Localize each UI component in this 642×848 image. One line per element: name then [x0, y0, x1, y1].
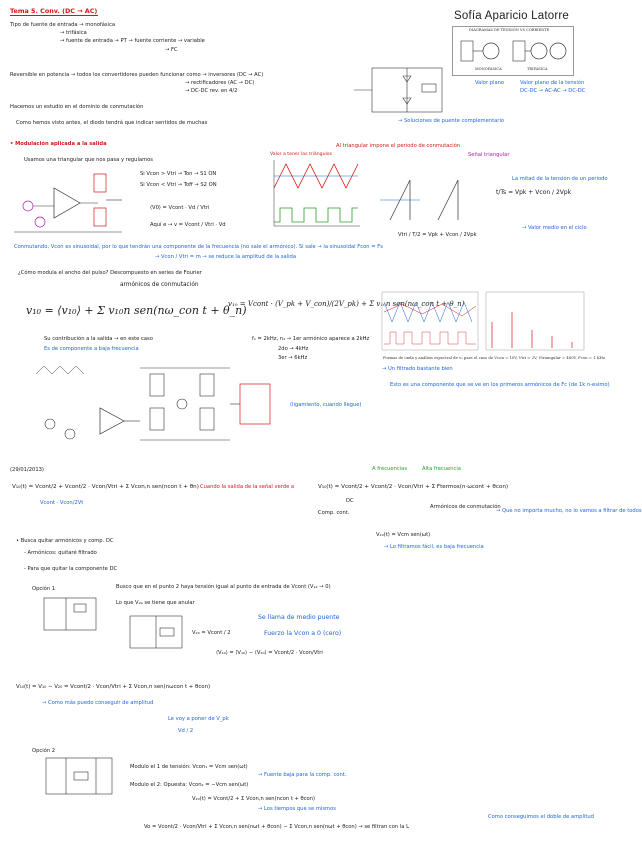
- fourier-formula-right: v₁₀ = Vcont · (V_pk + V_con)/(2V_pk) + Σ v₁₀n sen(nω_con t + θ_n): [228, 300, 465, 308]
- half-bridge-circuit-2: [120, 612, 190, 654]
- triangle-eq: Vtri / T/2 = Vpk + Vcon / 2Vpk: [398, 232, 477, 238]
- fourier-note-right-1: f₁ = 2kHz, n₁ → 1er armónico aparece a 2kHz: [252, 336, 370, 342]
- pwm-waveform: [270, 160, 362, 232]
- opcion-2-line-2: Modulo el 2: Opuesta: Vcon₂ = −Vcm sen(ωt): [130, 782, 249, 788]
- busco-line-3: - Para que quitar la componente DC: [24, 566, 118, 572]
- bipolar-vrms: V₁₀(t) = Vcm sen(ωt): [376, 532, 431, 538]
- intro-line-2: Reversible en potencia → todos los convertidores pueden funcionar como → inversores (DC → AC): [10, 72, 264, 78]
- bipolar-formula-2: V₁₀(t) = Vcont/2 + Vcont/2 · Vcon/Vtri + Σ Ftermos(n·ωcont + θcon): [318, 484, 509, 490]
- fourier-note-right-2: 2do → 4kHz: [278, 346, 309, 352]
- pwm-red-note-1: Al triangular impone el periodo de conmutación: [336, 143, 461, 149]
- opcion-2-small-blue: → Fuente baja para la comp. cont.: [258, 772, 347, 778]
- pwm-purple-note: Señal triangular: [468, 152, 510, 158]
- opcion-1-title: Opción 1: [32, 586, 56, 592]
- busco-line-2: - Armónicos: quitaré filtrado: [24, 550, 97, 556]
- pwm-line-blue: Conmutando, Vcon es sinusoidal, por lo que tendrán una componente de la frecuencia (no sale el armónico). Si sale → la sinusoidal Fcon = Fs: [14, 244, 383, 250]
- fourier-note-left-2: Es de componente a baja frecuencia: [44, 346, 139, 352]
- bipolar-green-1: A frecuencias: [372, 466, 408, 472]
- topic-title: Tema 5. Conv. (DC → AC): [10, 7, 98, 15]
- vi-diagram-symbols: [453, 27, 573, 75]
- half-bridge-circuit: [36, 594, 106, 634]
- pwm-question: ¿Cómo modula el ancho del pulso? Descompuesto en series de Fourier: [18, 270, 202, 276]
- topic-title-underline: [10, 15, 98, 16]
- spectrum-blue-note: → Un filtrado bastante bien: [382, 366, 453, 372]
- bipolar-arm-note: → Que no importa mucho, no lo vamos a filtrar de todos: [496, 508, 642, 514]
- intro-line-1: Tipo de fuente de entrada → monofásica: [10, 22, 116, 28]
- opcion-2-small-blue-2: → Los tiempos que se mismos: [258, 806, 336, 812]
- busco-blue-1: Se llama de medio puente: [258, 614, 340, 621]
- bipolar-date: (29/01/2013): [10, 467, 44, 473]
- mono-note: Valor plano: [475, 80, 505, 86]
- spectrum-plot: [382, 292, 586, 354]
- busco-note-b: Le voy a poner de V_pk: [168, 716, 229, 722]
- label-monofasica: MONOFASICA: [475, 67, 502, 71]
- inverter-circuit-top: [350, 62, 450, 117]
- pwm-line-blue-2: → Vcon / Vtri = m → se reduce la amplitud de la salida: [155, 254, 297, 260]
- bipolar-formula-1: V₁₀(t) = Vcont/2 + Vcont/2 · Vcon/Vtri + Σ Vcon,n sen(ncon t + θn): [12, 484, 199, 490]
- intro-line-1b: → trifásica: [60, 30, 87, 36]
- intro-line-2b: → rectificadores (AC → DC): [185, 80, 255, 86]
- busco-line-1: • Busca quitar armónicos y comp. DC: [16, 538, 114, 544]
- tri-note: Valor plano de la tensión: [520, 80, 585, 86]
- pwm-line-1: Usamos una triangular que nos pasa y regulamos: [24, 157, 154, 163]
- bipolar-comp-label: Comp. cont.: [318, 510, 350, 516]
- full-eq: V₁₀(t) = V₁₀ − V₂₀ = Vcont/2 · Vcon/Vtri + Σ Vcon,n sen(nωcon t + θcon): [16, 684, 211, 690]
- full-bridge-circuit: [36, 754, 120, 800]
- pwm-red-note-2: Valor a tener las triángulos: [270, 152, 332, 157]
- opcion-2-line-1: Modulo el 1 de tensión: Vcon₁ = Vcm sen(ωt): [130, 764, 248, 770]
- pwm-cond-1: Si Vcon > Vtri → Ton → S1 ON: [140, 171, 217, 177]
- inverter-circuit-main: [30, 364, 280, 446]
- bipolar-green-2: Alta frecuencia: [422, 466, 461, 472]
- busco-blue-2: Fuerzo la Vcon a 0 (cero): [264, 630, 342, 637]
- opcion-2-blue-right: Como conseguimos el doble de amplitud: [488, 814, 594, 820]
- intro-line-1d: → FC: [165, 47, 178, 53]
- bipolar-dc-label: DC: [346, 498, 354, 504]
- intro-line-2c: → DC-DC rev. en 4/2: [185, 88, 238, 94]
- vi-diagram-box: [452, 26, 574, 76]
- label-trifasica: TRIFASICA: [527, 67, 548, 71]
- spectrum-plot-svg: [382, 292, 586, 354]
- opcion-2-eq-final: Vo = Vcont/2 · Vcon/Vtri + Σ Vcon,n sen(nωt + θcon) − Σ Vcon,n sen(nωt + θcon) → se filtran con la L: [144, 824, 410, 830]
- opcion-2-title: Opción 2: [32, 748, 56, 754]
- pwm-cond-2: Si Vcon < Vtri → Toff → S2 ON: [140, 182, 217, 188]
- intro-line-1c: → fuente de entrada → PT → fuente corriente → variable: [60, 38, 205, 44]
- bipolar-vrms-note: → Lo filtramos fácil, es baja frecuencia: [384, 544, 484, 550]
- fourier-note-right-3: 3er → 6kHz: [278, 355, 308, 361]
- author-name: Sofía Aparicio Latorre: [454, 10, 569, 22]
- harmonics-label: armónicos de conmutación: [120, 282, 199, 288]
- busco-note-a: → Como más puedo conseguir de amplitud: [42, 700, 154, 706]
- pwm-heading: • Modulación aplicada a la salida: [10, 141, 107, 147]
- intro-line-3: Hacemos un estudio en el dominio de conmutación: [10, 104, 144, 110]
- bipolar-arm-label: Armónicos de conmutación: [430, 504, 501, 510]
- triangle-analysis: [380, 170, 470, 230]
- opcion-1-sub: Lo que V₂₀ se tiene que anular: [116, 600, 195, 606]
- intro-line-4: Como hemos visto antes, el diodo tendrá que indicar sentidos de muchas: [16, 120, 208, 126]
- v10-eq: ⟨V₁₀⟩ = ⟨V₁₀⟩ − ⟨V₂₀⟩ = Vcont/2 · Vcon/Vtri: [216, 650, 323, 656]
- circuit-note: → Soluciones de puente complementario: [398, 118, 505, 124]
- spectrum-caption: Formas de onda y análisis espectral de v₀ para el caso de Vcon = 10V, Vtri = 2V, Vtriangular = 400V, Fcon = 1 KHz: [383, 355, 605, 360]
- bipolar-sub: Vcont · Vcon/2Vt: [40, 500, 84, 506]
- pwm-blue-note: → Valor medio en el ciclo: [522, 225, 587, 231]
- bipolar-red-note: Cuando la salida de la señal verde a: [200, 484, 295, 490]
- pwm-eq-1: ⟨V0⟩ = Vcont · Vd / Vtri: [150, 205, 210, 211]
- fourier-formula-left: v₁₀ = ⟨v₁₀⟩ + Σ v₁₀n sen(nω_con t + θ_n): [26, 304, 247, 317]
- opcion-1-text: Busco que en el punto 2 haya tensión igual al punto de entrada de Vcont (V₁₂ → 0): [116, 584, 331, 590]
- opcion-2-eq-1: V₂₀(t) = Vcont/2 + Σ Vcon,n sen(ncon t + θcon): [192, 796, 316, 802]
- vzo-eq: V₂₀ = Vcont / 2: [192, 630, 231, 636]
- spectrum-note-line: Esto es una componente que se ve en los primeros armónicos de Fc (de 1k n-esimo): [390, 382, 610, 388]
- comparator-circuit: [14, 166, 126, 238]
- pwm-eq-2: Aquí e → v = Vcont / Vtri · Vd: [150, 222, 226, 228]
- fourier-note-left-1: Su contribución a la salida → en este caso: [44, 336, 153, 342]
- vi-diagram-title: DIAGRAMAS DE TENSIÓN VS CORRIENTE: [469, 28, 550, 32]
- duty-formula: t/Ts = Vpk + Vcon / 2Vpk: [496, 189, 572, 196]
- busco-note-c: Vd / 2: [178, 728, 194, 734]
- tri-note-2: DC-DC → AC-AC → DC-DC: [520, 88, 586, 94]
- ligado-note: (ligamiento, cuando llegue): [290, 402, 362, 408]
- pwm-right-note: La mitad de la tensión de un período: [512, 176, 608, 182]
